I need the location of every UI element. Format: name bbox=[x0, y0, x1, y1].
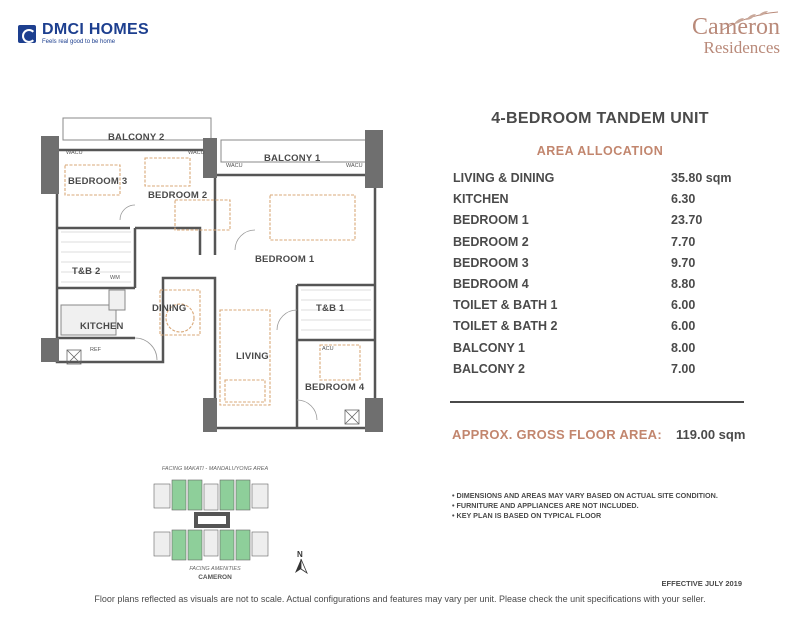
area-row-bedroom-2 bbox=[453, 235, 743, 256]
area-row-toilet-bath-2 bbox=[453, 319, 743, 340]
note-item: • FURNITURE AND APPLIANCES ARE NOT INCLUDED. bbox=[452, 501, 639, 510]
area-row-bedroom-1 bbox=[453, 213, 743, 234]
room-label-kitchen: KITCHEN bbox=[80, 321, 124, 332]
north-label: N bbox=[297, 550, 303, 559]
area-value: 7.00 bbox=[671, 361, 696, 376]
area-row-bedroom-4 bbox=[453, 277, 743, 298]
area-row-toilet-bath-1 bbox=[453, 298, 743, 319]
area-label: BALCONY 1 bbox=[453, 340, 526, 355]
wm-label: WM bbox=[110, 275, 120, 281]
area-row-kitchen bbox=[453, 192, 743, 213]
divider-line bbox=[450, 401, 744, 403]
area-value: 8.00 bbox=[671, 340, 696, 355]
area-label: TOILET & BATH 1 bbox=[453, 298, 558, 313]
area-row-living-dining bbox=[453, 171, 743, 192]
area-label: KITCHEN bbox=[453, 192, 509, 207]
room-label-balcony-1: BALCONY 1 bbox=[264, 153, 321, 164]
area-value: 8.80 bbox=[671, 276, 696, 291]
area-label: BEDROOM 3 bbox=[453, 255, 529, 270]
room-label-tb-2: T&B 2 bbox=[72, 266, 101, 277]
dmci-logo bbox=[18, 22, 149, 46]
dmci-brand-name: DMCI HOMES bbox=[42, 21, 149, 38]
room-label-bedroom-3: BEDROOM 3 bbox=[68, 176, 128, 187]
wacu-label: WACU bbox=[226, 163, 243, 169]
note-item: • KEY PLAN IS BASED ON TYPICAL FLOOR bbox=[452, 511, 602, 520]
area-label: BEDROOM 2 bbox=[453, 234, 529, 249]
disclaimer: Floor plans reflected as visuals are not to scale. Actual configurations and features may vary per unit. Please check the unit specifications with your seller. bbox=[94, 594, 706, 604]
ref-label: REF bbox=[90, 347, 101, 353]
room-label-balcony-2: BALCONY 2 bbox=[108, 132, 165, 143]
acu-label: ACU bbox=[322, 346, 334, 352]
cameron-brand-sub: Residences bbox=[703, 38, 780, 57]
cameron-brand-name: Cameron bbox=[692, 14, 780, 40]
cameron-logo bbox=[692, 14, 780, 56]
area-allocation-table bbox=[453, 171, 743, 383]
effective-date: EFFECTIVE JULY 2019 bbox=[661, 579, 742, 588]
room-label-bedroom-2: BEDROOM 2 bbox=[148, 190, 208, 201]
leaf-icon bbox=[720, 10, 780, 32]
area-value: 23.70 bbox=[671, 213, 703, 228]
area-label: BALCONY 2 bbox=[453, 361, 526, 376]
room-label-bedroom-4: BEDROOM 4 bbox=[305, 382, 365, 393]
wacu-label: WACU bbox=[346, 163, 363, 169]
area-row-balcony-1 bbox=[453, 341, 743, 362]
unit-title: 4-BEDROOM TANDEM UNIT bbox=[491, 110, 709, 127]
area-value: 6.00 bbox=[671, 298, 696, 313]
wacu-label: WACU bbox=[188, 150, 205, 156]
notes-list bbox=[452, 491, 718, 521]
area-row-balcony-2 bbox=[453, 362, 743, 383]
area-value: 6.00 bbox=[671, 319, 696, 334]
keyplan-top-label: FACING MAKATI - MANDALUYONG AREA bbox=[161, 466, 269, 472]
area-allocation-heading: AREA ALLOCATION bbox=[536, 144, 664, 158]
area-value: 7.70 bbox=[671, 234, 696, 249]
dmci-logo-icon bbox=[18, 25, 36, 43]
north-arrow-icon bbox=[292, 558, 310, 574]
area-value: 35.80 sqm bbox=[671, 171, 732, 185]
area-label: BEDROOM 1 bbox=[453, 213, 529, 228]
area-value: 9.70 bbox=[671, 255, 696, 270]
room-label-bedroom-1: BEDROOM 1 bbox=[255, 254, 315, 265]
wacu-label: WACU bbox=[66, 150, 83, 156]
gross-floor-area-value: 119.00 sqm bbox=[676, 427, 746, 442]
area-value: 6.30 bbox=[671, 192, 696, 207]
area-label: LIVING & DINING bbox=[453, 171, 555, 185]
room-label-living: LIVING bbox=[236, 351, 269, 362]
keyplan-bottom-label: FACING AMENITIES bbox=[189, 566, 241, 572]
room-label-tb-1: T&B 1 bbox=[316, 303, 345, 314]
note-item: • DIMENSIONS AND AREAS MAY VARY BASED ON ACTUAL SITE CONDITION. bbox=[452, 491, 718, 500]
gross-floor-area-label: APPROX. GROSS FLOOR AREA: bbox=[452, 427, 662, 442]
area-label: BEDROOM 4 bbox=[453, 276, 529, 291]
dmci-tagline: Feels real good to be home bbox=[42, 39, 116, 45]
room-label-dining: DINING bbox=[152, 303, 187, 314]
key-plan bbox=[148, 476, 282, 564]
area-label: TOILET & BATH 2 bbox=[453, 319, 558, 334]
keyplan-bottom-name: CAMERON bbox=[198, 574, 232, 581]
area-row-bedroom-3 bbox=[453, 256, 743, 277]
